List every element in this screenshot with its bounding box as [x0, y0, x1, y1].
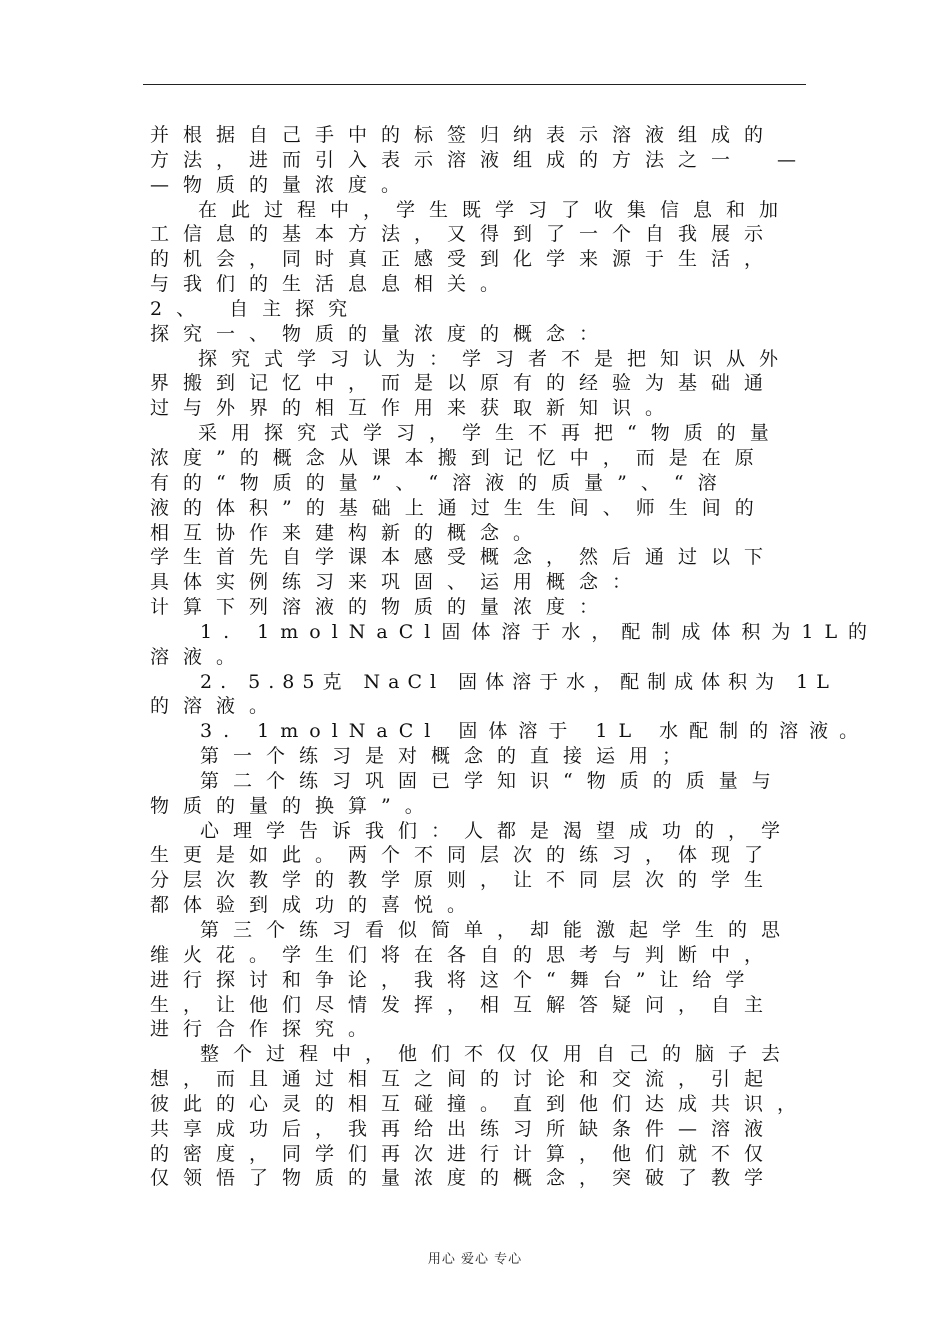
text-line: 心理学告诉我们：人都是渴望成功的，学: [200, 819, 795, 842]
text-line: 有的“物质的量”、“溶液的质量”、“溶: [150, 471, 731, 494]
text-line: 方法，进而引入表示溶液组成的方法之一 —: [150, 148, 811, 171]
text-line: 计算下列溶液的物质的量浓度：: [150, 596, 613, 619]
text-line: 的机会，同时真正感受到化学来源于生活，: [150, 248, 778, 271]
text-line: 探究式学习认为：学习者不是把知识从外: [198, 347, 793, 370]
text-line: 2. 5.85克 NaCl 固体溶于水，配制成体积为 1L: [200, 670, 837, 693]
text-line: 3. 1molNaCl 固体溶于 1L 水配制的溶液。: [200, 720, 870, 743]
page-footer: 用心 爱心 专心: [427, 1252, 523, 1267]
text-line: 1. 1molNaCl固体溶于水，配制成体积为1L的: [200, 620, 879, 643]
text-line: —物质的量浓度。: [150, 173, 415, 196]
text-line: 2、 自主探究: [150, 297, 362, 320]
text-line: 整个过程中，他们不仅仅用自己的脑子去: [200, 1043, 795, 1066]
text-line: 第二个练习巩固已学知识“物质的质量与: [200, 769, 785, 792]
text-line: 与我们的生活息息相关。: [150, 273, 514, 296]
text-line: 采用探究式学习，学生不再把“物质的量: [198, 422, 783, 445]
text-line: 第一个练习是对概念的直接运用；: [200, 745, 696, 768]
text-line: 物质的量的换算”。: [150, 794, 438, 817]
text-line: 共享成功后，我再给出练习所缺条件—溶液: [150, 1117, 778, 1140]
text-line: 工信息的基本方法，又得到了一个自我展示: [150, 223, 778, 246]
text-line: 都体验到成功的喜悦。: [150, 894, 481, 917]
text-line: 探究一、物质的量浓度的概念：: [150, 322, 613, 345]
text-line: 分层次教学的教学原则，让不同层次的学生: [150, 869, 778, 892]
text-line: 浓度”的概念从课本搬到记忆中，而是在原: [150, 446, 768, 469]
text-line: 的溶液。: [150, 695, 283, 718]
text-line: 在此过程中，学生既学习了收集信息和加: [198, 198, 793, 221]
text-line: 学生首先自学课本感受概念，然后通过以下: [150, 546, 778, 569]
text-line: 溶液。: [150, 645, 250, 668]
text-line: 进行合作探究。: [150, 1018, 382, 1041]
text-line: 仅领悟了物质的量浓度的概念，突破了教学: [150, 1167, 778, 1190]
text-line: 生更是如此。两个不同层次的练习，体现了: [150, 844, 778, 867]
text-line: 具体实例练习来巩固、运用概念：: [150, 571, 646, 594]
text-line: 进行探讨和争论，我将这个“舞台”让给学: [150, 968, 759, 991]
text-line: 想，而且通过相互之间的讨论和交流，引起: [150, 1068, 778, 1091]
document-body: [150, 123, 879, 1191]
text-line: 界搬到记忆中，而是以原有的经验为基础通: [150, 372, 778, 395]
text-line: 相互协作来建构新的概念。: [150, 521, 547, 544]
text-line: 的密度，同学们再次进行计算，他们就不仅: [150, 1142, 778, 1165]
text-line: 并根据自己手中的标签归纳表示溶液组成的: [150, 124, 778, 146]
text-line: 过与外界的相互作用来获取新知识。: [150, 397, 679, 420]
text-line: 生，让他们尽情发挥，相互解答疑问，自主: [150, 993, 778, 1016]
text-line: 维火花。学生们将在各自的思考与判断中，: [150, 943, 778, 966]
text-line: 液的体积”的基础上通过生生间、师生间的: [150, 496, 768, 519]
text-line: 彼此的心灵的相互碰撞。直到他们达成共识，: [150, 1092, 811, 1115]
header-rule: [143, 84, 806, 85]
text-line: 第三个练习看似简单，却能激起学生的思: [200, 919, 795, 941]
